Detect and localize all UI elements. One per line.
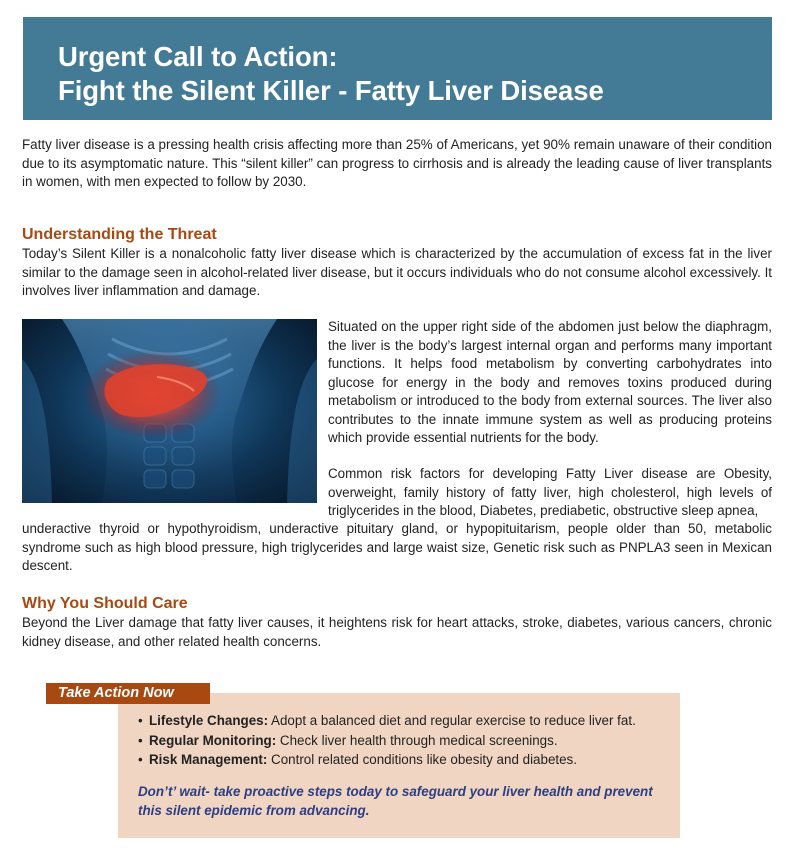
intro-paragraph: Fatty liver disease is a pressing health crisis affecting more than 25% of Americans, yet 90% remain unaware of their condition due to its asymptomatic nature. This “silent killer” can progress to cirrhosis and is already the leading cause of liver transplants in women, with men expected to follow by 2030. [22,137,772,189]
threat-paragraph: Today’s Silent Killer is a nonalcoholic fatty liver disease which is characterized by the accumulation of excess fat in the liver similar to the damage seen in alcohol-related liver disease, but it occurs individuals who do not consume alcohol excessively. It involves liver inflammation and damage. [22,246,773,298]
care-paragraph: Beyond the Liver damage that fatty liver causes, it heightens risk for heart attacks, stroke, diabetes, various cancers, chronic kidney disease, and other related health concerns. [22,615,772,649]
bullet-icon: • [138,713,143,728]
list-item [138,731,636,751]
item-text: Control related conditions like obesity and diabetes. [267,752,577,767]
risk-factors-paragraph-full: underactive thyroid or hypothyroidism, underactive pituitary gland, or hypopituitarism, people older than 50, metabolic syndrome such as high blood pressure, high triglycerides and large waist size, Genetic risk such as PNPLA3 seen in Mexican descent. [22,521,772,573]
bullet-icon: • [138,752,143,767]
threat-heading: Understanding the Threat [22,226,217,243]
bullet-icon: • [138,732,143,748]
item-text: Check liver health through medical screenings. [276,732,558,748]
list-item [138,750,636,770]
title-line-1: Urgent Call to Action: [58,41,338,72]
item-label: Regular Monitoring: [149,732,277,748]
liver-function-paragraph: Situated on the upper right side of the abdomen just below the diaphragm, the liver is the body’s largest internal organ and performs many important functions. It helps food metabolism by converting carbohydrates into glucose for energy in the body and removes toxins produced during metabolism or introduced to the body from external sources. The liver also contributes to the innate immune system as well as producing proteins which provide essential nutrients for the body. [328,319,772,445]
action-list [138,711,636,770]
call-to-action-text: Don’t’ wait- take proactive steps today to safeguard your liver health and prevent this silent epidemic from advancing. [138,784,653,818]
title-line-2: Fight the Silent Killer - Fatty Liver Disease [58,75,604,106]
item-label: Risk Management: [149,752,268,767]
take-action-tab: Take Action Now [46,683,210,704]
item-label: Lifestyle Changes: [149,713,269,728]
list-item [138,711,636,731]
liver-anatomy-image [22,319,317,503]
item-text: Adopt a balanced diet and regular exercise to reduce liver fat. [268,713,636,728]
title-banner [23,17,772,120]
care-heading: Why You Should Care [22,595,188,612]
page-title [58,40,772,108]
risk-factors-paragraph-side: Common risk factors for developing Fatty Liver disease are Obesity, overweight, family history of fatty liver, high cholesterol, high levels of triglycerides in the blood, Diabetes, prediabetic, obstructive sleep apnea, [328,466,772,518]
